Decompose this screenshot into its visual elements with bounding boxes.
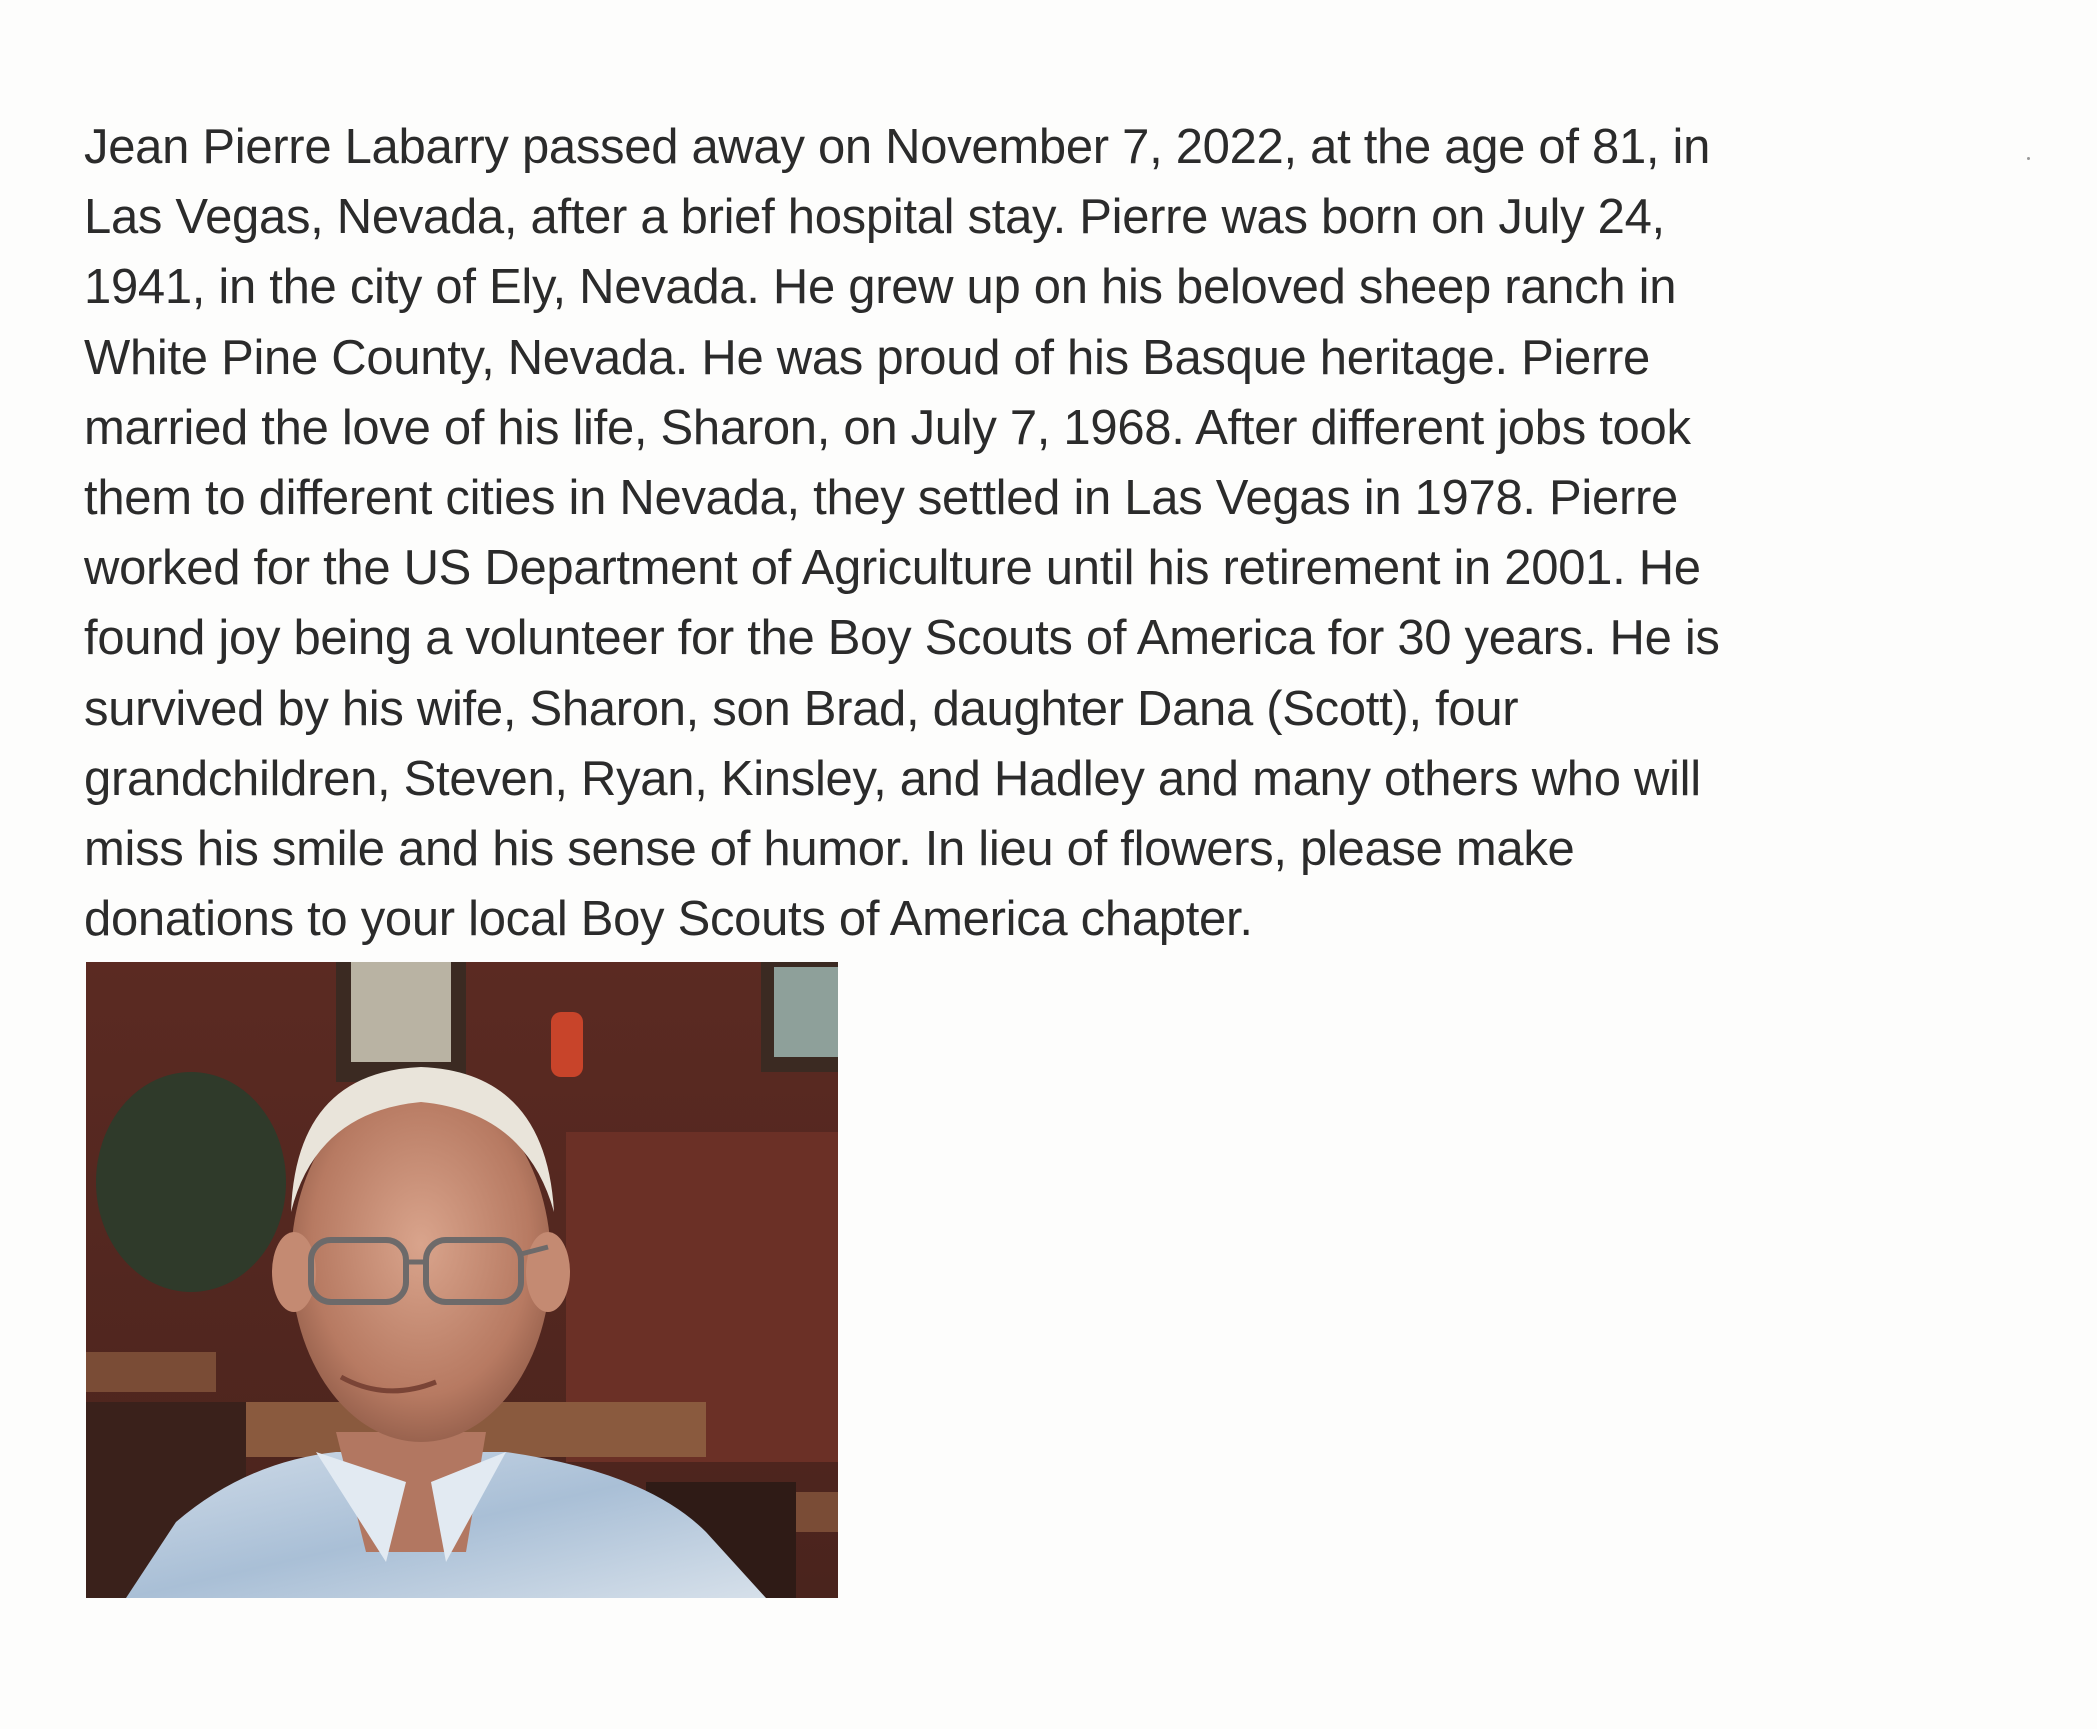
obituary-line: 1941, in the city of Ely, Nevada. He grew up on his beloved sheep ranch in: [84, 260, 1677, 315]
obituary-line: them to different cities in Nevada, they settled in Las Vegas in 1978. Pierre: [84, 471, 1678, 526]
obituary-line: White Pine County, Nevada. He was proud of his Basque heritage. Pierre: [84, 330, 1650, 385]
obituary-line: donations to your local Boy Scouts of America chapter.: [84, 892, 1253, 947]
portrait-photo: [86, 962, 838, 1598]
obituary-line: Las Vegas, Nevada, after a brief hospital stay. Pierre was born on July 24,: [84, 190, 1665, 245]
portrait-illustration: [86, 962, 838, 1598]
obituary-text: [84, 112, 2034, 954]
obituary-line: worked for the US Department of Agriculture until his retirement in 2001. He: [84, 541, 1701, 596]
obituary-line: miss his smile and his sense of humor. In lieu of flowers, please make: [84, 822, 1575, 877]
obituary-line: married the love of his life, Sharon, on July 7, 1968. After different jobs took: [84, 400, 1691, 455]
obituary-line: Jean Pierre Labarry passed away on November 7, 2022, at the age of 81, in: [84, 120, 1711, 174]
scan-speck: [2027, 157, 2030, 160]
obituary-line: grandchildren, Steven, Ryan, Kinsley, and Hadley and many others who will: [84, 751, 1701, 806]
obituary-line: found joy being a volunteer for the Boy Scouts of America for 30 years. He is: [84, 611, 1720, 666]
obituary-line: survived by his wife, Sharon, son Brad, daughter Dana (Scott), four: [84, 681, 1519, 736]
